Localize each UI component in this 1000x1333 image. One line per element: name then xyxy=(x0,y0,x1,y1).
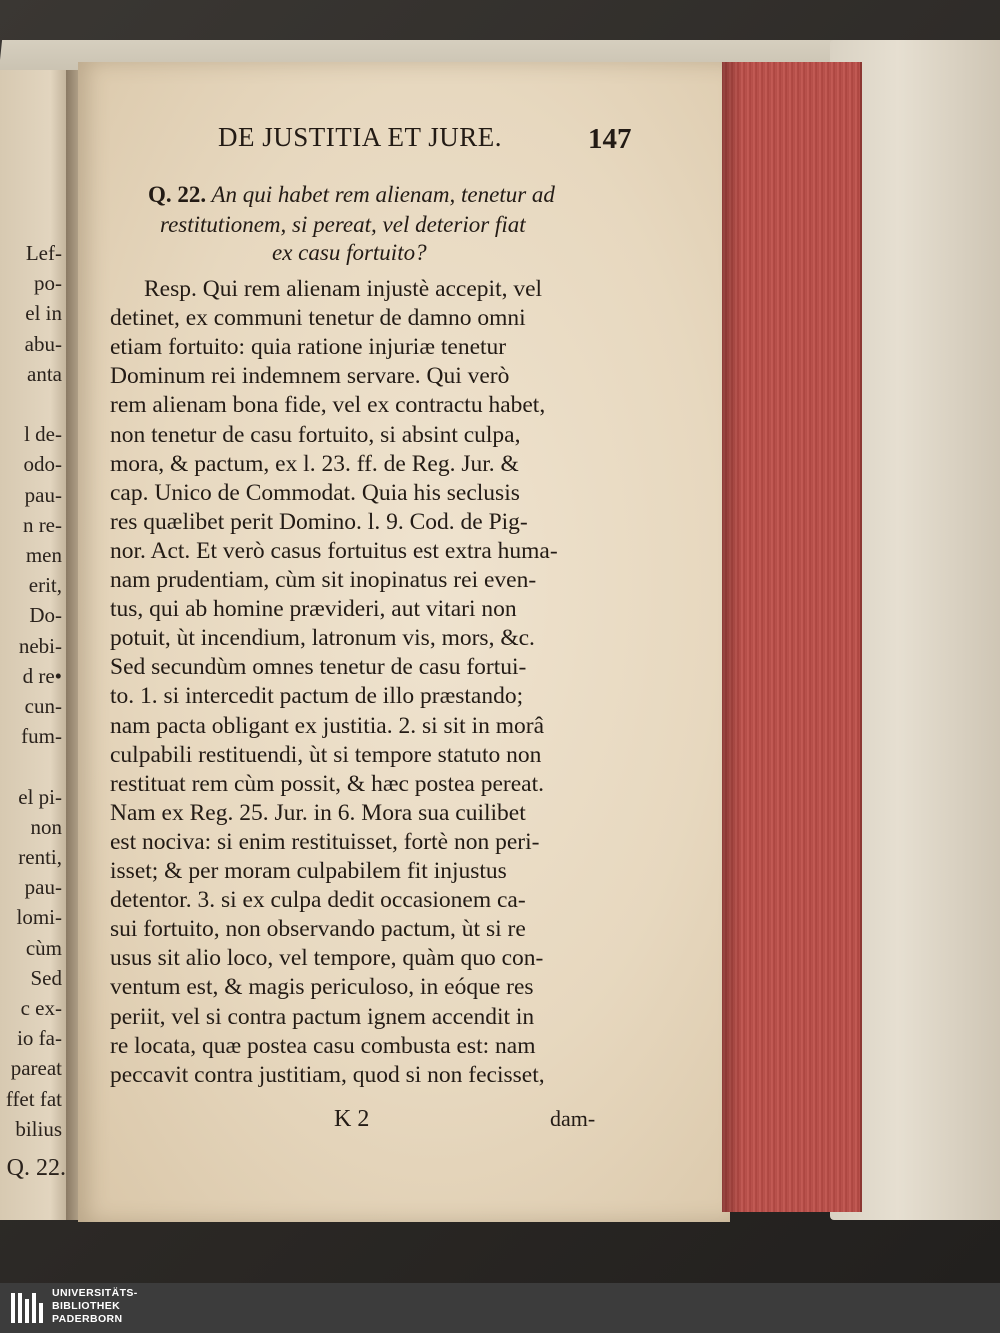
body-line: cap. Unico de Commodat. Quia his seclusis xyxy=(110,479,520,506)
left-margin-line: po- xyxy=(34,271,62,296)
body-line: peccavit contra justitiam, quod si non fecisset, xyxy=(110,1061,545,1088)
left-margin-line: el in xyxy=(25,301,62,326)
body-line: nam pacta obligant ex justitia. 2. si sit in morâ xyxy=(110,712,545,739)
body-line: restituat rem cùm possit, & hæc postea pereat. xyxy=(110,770,544,797)
signature-mark: K 2 xyxy=(334,1106,370,1132)
left-margin-line: el pi- xyxy=(18,784,62,809)
body-line: rem alienam bona fide, vel ex contractu habet, xyxy=(110,392,546,419)
body-line: res quælibet perit Domino. l. 9. Cod. de Pig- xyxy=(110,508,528,535)
body-line: Resp. Qui rem alienam injustè accepit, vel xyxy=(144,276,543,302)
body-line: Dominum rei indemnem servare. Qui verò xyxy=(110,363,510,390)
body-line: periit, vel si contra pactum ignem accendit in xyxy=(110,1003,535,1030)
page-number: 147 xyxy=(588,123,632,155)
question-label: Q. 22. xyxy=(148,182,207,207)
left-margin-line xyxy=(0,389,62,419)
body-line: non tenetur de casu fortuito, si absint culpa, xyxy=(110,421,521,448)
left-margin-line: io fa- xyxy=(17,1026,62,1051)
left-page-footer: Q. 22. xyxy=(6,1155,66,1181)
body-line: etiam fortuito: quia ratione injuriæ tenetur xyxy=(110,334,507,361)
body-line: est nociva: si enim restituisset, fortè non peri- xyxy=(110,828,540,855)
left-margin-line: Lef- xyxy=(25,241,62,265)
body-line: detentor. 3. si ex culpa dedit occasionem ca- xyxy=(110,887,526,914)
left-margin-line: c ex- xyxy=(20,996,62,1021)
body-line: potuit, ùt incendium, latronum vis, mors, &c. xyxy=(110,625,535,652)
left-margin-line: erit, xyxy=(28,573,62,598)
body-line: Nam ex Reg. 25. Jur. in 6. Mora sua cuilibet xyxy=(110,799,526,826)
library-name-line: PADERBORN xyxy=(52,1313,123,1325)
left-margin-line: cun- xyxy=(24,694,62,719)
left-margin-line: pareat xyxy=(10,1056,62,1081)
body-line: isset; & per moram culpabilem fit injustus xyxy=(110,858,507,884)
fore-edge-shadow xyxy=(722,62,742,1212)
left-margin-line xyxy=(0,751,62,781)
left-margin-line: pau- xyxy=(24,875,62,900)
question-line: ex casu fortuito? xyxy=(272,240,427,265)
body-line: ventum est, & magis periculoso, in eóque res xyxy=(110,974,534,1001)
left-margin-line: d re• xyxy=(22,663,62,688)
left-margin-line: bilius xyxy=(15,1116,62,1141)
left-margin-line: anta xyxy=(27,361,62,386)
left-margin-line: odo- xyxy=(23,452,62,477)
left-margin-line: n re- xyxy=(22,512,62,537)
body-line: culpabili restituendi, ùt si tempore statuto non xyxy=(110,741,542,768)
library-name xyxy=(52,1287,138,1326)
left-margin-line: pau- xyxy=(24,482,62,507)
body-line: tus, qui ab homine prævideri, aut vitari non xyxy=(110,596,517,623)
body-line: mora, & pactum, ex l. 23. ff. de Reg. Jur. & xyxy=(110,450,519,477)
left-page xyxy=(0,70,72,1220)
library-name-line: UNIVERSITÄTS- xyxy=(52,1287,138,1299)
body-line: nor. Act. Et verò casus fortuitus est extra huma- xyxy=(110,537,558,564)
left-margin-line: fum- xyxy=(21,724,62,749)
catchword: dam- xyxy=(550,1106,596,1131)
body-line: to. 1. si intercedit pactum de illo præstando; xyxy=(110,683,524,710)
left-margin-line: lomi- xyxy=(16,905,62,930)
body-line: nam prudentiam, cùm sit inopinatus rei even- xyxy=(110,567,537,593)
question-line xyxy=(148,182,555,208)
question-text: An qui habet rem alienam, tenetur ad xyxy=(211,182,555,207)
running-head: DE JUSTITIA ET JURE. xyxy=(218,122,502,152)
left-margin-line: men xyxy=(25,543,62,568)
body-line: re locata, quæ postea casu combusta est: nam xyxy=(110,1032,536,1059)
library-logo-icon xyxy=(11,1293,43,1323)
library-name-line: BIBLIOTHEK xyxy=(52,1300,121,1312)
left-page-margin-text xyxy=(0,238,62,1144)
body-line: Sed secundùm omnes tenetur de casu fortui- xyxy=(110,654,527,681)
left-margin-line: cùm xyxy=(25,935,62,960)
left-margin-line: renti, xyxy=(18,845,62,870)
red-fore-edge xyxy=(722,62,862,1212)
body-line: sui fortuito, non observando pactum, ùt si re xyxy=(110,916,526,943)
body-line: usus sit alio loco, vel tempore, quàm quo con- xyxy=(110,945,544,972)
left-margin-line: l de- xyxy=(24,422,62,447)
library-footer-bar xyxy=(0,1283,1000,1333)
left-margin-line: abu- xyxy=(24,331,62,356)
question-line: restitutionem, si pereat, vel deterior fiat xyxy=(160,212,526,237)
left-margin-line: Sed xyxy=(30,965,62,990)
left-margin-line: Do- xyxy=(29,603,62,628)
left-margin-line: non xyxy=(30,814,62,839)
left-margin-line: ffet fat xyxy=(5,1086,62,1111)
left-margin-line: nebi- xyxy=(18,633,62,658)
body-line: detinet, ex communi tenetur de damno omni xyxy=(110,305,526,332)
